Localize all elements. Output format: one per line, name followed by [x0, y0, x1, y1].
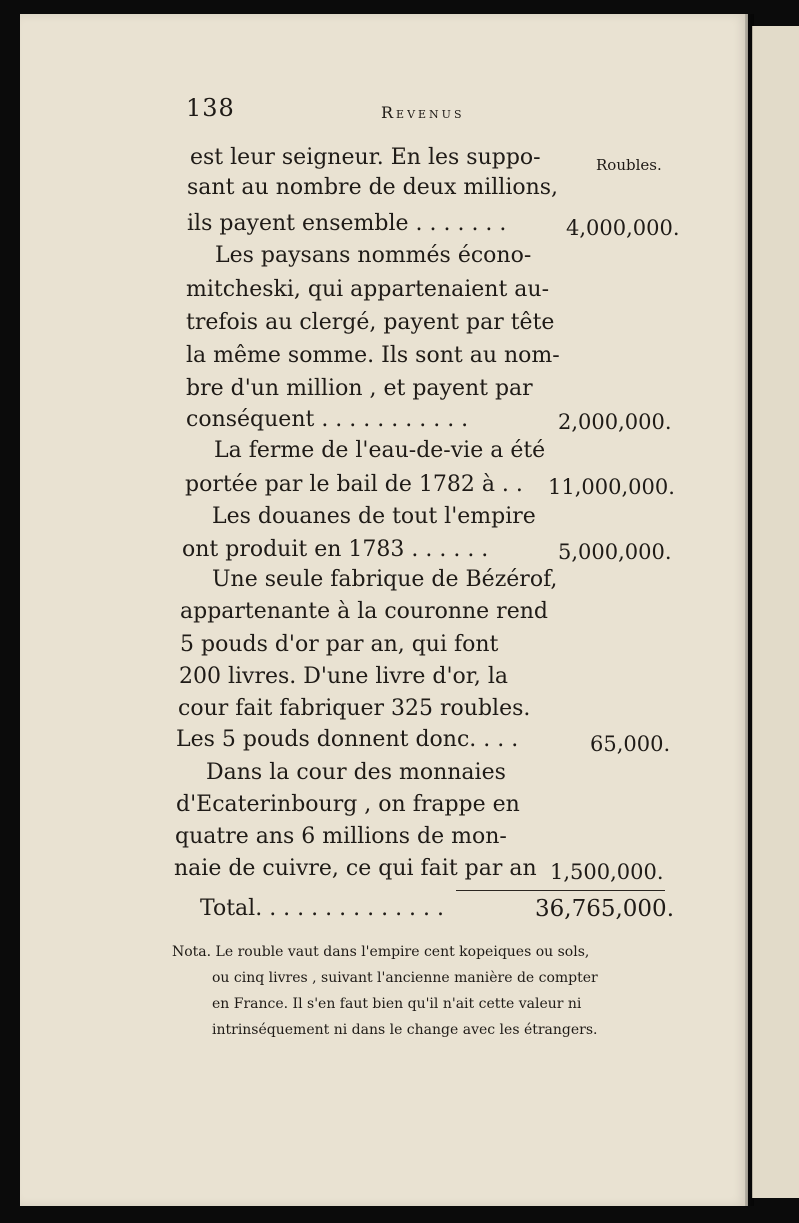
text-line: la même somme. Ils sont au nom-	[186, 343, 560, 368]
amount-value: 1,500,000.	[550, 860, 664, 884]
text-line: Dans la cour des monnaies	[206, 760, 506, 785]
text-line: est leur seigneur. En les suppo-	[190, 145, 541, 170]
text-line: appartenante à la couronne rend	[180, 599, 548, 624]
text-line: Les 5 pouds donnent donc. . . .	[176, 727, 519, 752]
text-line: Une seule fabrique de Bézérof,	[212, 567, 558, 592]
text-line: naie de cuivre, ce qui fait par an	[174, 856, 537, 881]
text-line: 200 livres. D'une livre d'or, la	[179, 664, 508, 689]
text-line: d'Ecaterinbourg , on frappe en	[176, 792, 520, 817]
text-line: trefois au clergé, payent par tête	[186, 310, 555, 335]
amount-value: 4,000,000.	[566, 216, 680, 240]
facing-page-edge	[752, 26, 799, 1198]
total-label: Total. . . . . . . . . . . . . .	[200, 896, 445, 921]
text-line: portée par le bail de 1782 à . .	[185, 472, 523, 497]
amount-value: 65,000.	[590, 732, 671, 756]
total-rule	[456, 890, 665, 891]
running-title: Revenus	[381, 103, 465, 122]
column-unit-label: Roubles.	[596, 156, 662, 174]
text-line: La ferme de l'eau-de-vie a été	[214, 438, 546, 463]
text-line: cour fait fabriquer 325 roubles.	[178, 696, 531, 721]
amount-value: 11,000,000.	[548, 475, 675, 499]
note-line: Nota. Le rouble vaut dans l'empire cent kopeiques ou sols,	[172, 944, 590, 960]
text-line: bre d'un million , et payent par	[186, 376, 533, 401]
text-line: quatre ans 6 millions de mon-	[175, 824, 507, 849]
text-line: Les paysans nommés écono-	[215, 243, 532, 268]
note-line: en France. Il s'en faut bien qu'il n'ait cette valeur ni	[212, 996, 582, 1012]
note-line: intrinséquement ni dans le change avec les étrangers.	[212, 1022, 598, 1038]
text-line: 5 pouds d'or par an, qui font	[180, 632, 499, 657]
note-line: ou cinq livres , suivant l'ancienne manière de compter	[212, 970, 598, 986]
amount-value: 5,000,000.	[558, 540, 672, 564]
total-amount: 36,765,000.	[535, 896, 674, 922]
page-number: 138	[186, 94, 235, 122]
text-line: sant au nombre de deux millions,	[187, 175, 559, 200]
text-line: mitcheski, qui appartenaient au-	[186, 277, 550, 302]
text-line: ils payent ensemble . . . . . . .	[187, 211, 507, 236]
amount-value: 2,000,000.	[558, 410, 672, 434]
text-line: conséquent . . . . . . . . . . .	[186, 407, 469, 432]
text-line: ont produit en 1783 . . . . . .	[182, 537, 489, 562]
text-line: Les douanes de tout l'empire	[212, 504, 536, 529]
